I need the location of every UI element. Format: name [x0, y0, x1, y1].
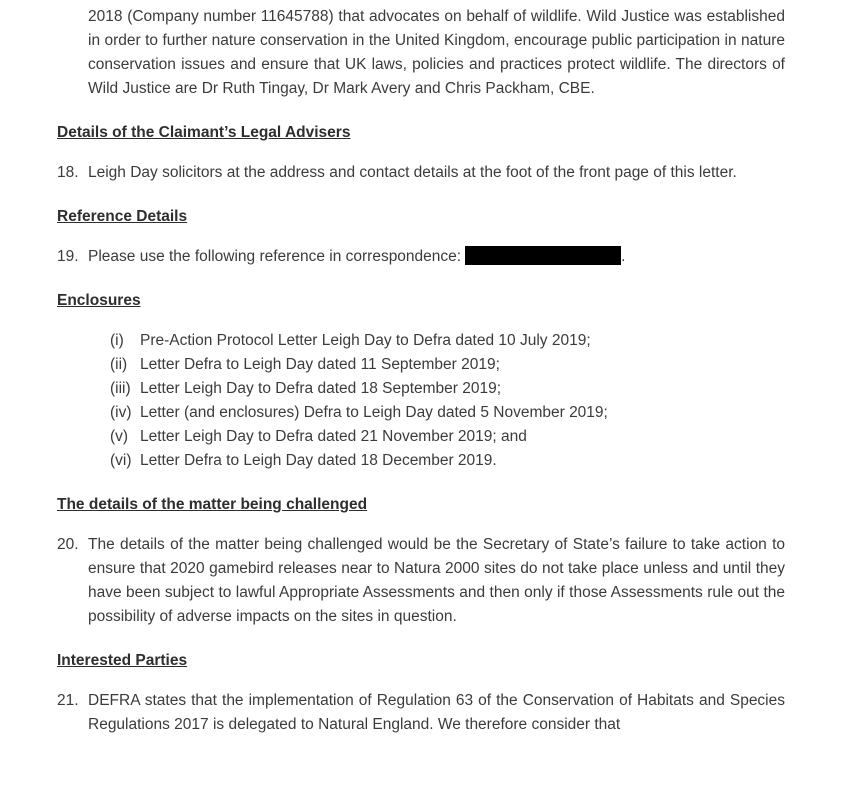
- roman-marker: (i): [110, 332, 124, 349]
- list-item-enclosure-5: [110, 425, 785, 449]
- enclosure-text: Pre-Action Protocol Letter Leigh Day to Defra dated 10 July 2019;: [140, 332, 591, 349]
- reference-text: Please use the following reference in correspondence:: [88, 248, 462, 265]
- item-number: 19.: [57, 248, 79, 265]
- roman-marker: (ii): [110, 356, 128, 373]
- item-text: DEFRA states that the implementation of Regulation 63 of the Conservation of Habitats and Species Regulations 2017 is delegated to Natural England. We therefore consider that: [88, 692, 785, 733]
- roman-marker: (v): [110, 428, 129, 445]
- enclosure-text: Letter Leigh Day to Defra dated 21 November 2019; and: [140, 428, 527, 445]
- section-heading-interested-parties: Interested Parties: [57, 652, 188, 669]
- section-heading-reference-details: Reference Details: [57, 208, 188, 225]
- list-item-enclosure-1: [110, 329, 785, 353]
- enclosure-text: Letter Defra to Leigh Day dated 18 December 2019.: [140, 452, 497, 469]
- list-item-enclosure-6: [110, 449, 785, 473]
- redaction-box: [465, 246, 621, 265]
- numbered-item-18: [57, 161, 785, 185]
- section-heading-legal-advisers: Details of the Claimant’s Legal Advisers: [57, 124, 351, 141]
- numbered-item-21: [57, 689, 785, 737]
- roman-marker: (iv): [110, 404, 132, 421]
- enclosure-list: [110, 329, 785, 473]
- item-text: [88, 245, 785, 269]
- enclosure-text: Letter Leigh Day to Defra dated 18 September 2019;: [140, 380, 502, 397]
- list-item-enclosure-4: [110, 401, 785, 425]
- list-item-enclosure-2: [110, 353, 785, 377]
- item-number: 18.: [57, 164, 79, 181]
- paragraph-wild-justice-description: 2018 (Company number 11645788) that advocates on behalf of wildlife. Wild Justice was established in order to further nature conservation in the United Kingdom, encourage public participation in nature conservation issues and ensure that UK laws, policies and practices protect wildlife. The directors of Wild Justice are Dr Ruth Tingay, Dr Mark Avery and Chris Packham, CBE.: [88, 8, 785, 97]
- roman-marker: (vi): [110, 452, 132, 469]
- list-item-enclosure-3: [110, 377, 785, 401]
- reference-text-period: .: [621, 248, 626, 265]
- item-text: Leigh Day solicitors at the address and contact details at the foot of the front page of this letter.: [88, 164, 737, 181]
- enclosure-text: Letter Defra to Leigh Day dated 11 September 2019;: [140, 356, 500, 373]
- item-number: 20.: [57, 536, 79, 553]
- numbered-item-19: [57, 245, 785, 269]
- numbered-item-20: [57, 533, 785, 629]
- section-heading-enclosures: Enclosures: [57, 292, 141, 309]
- item-number: 21.: [57, 692, 79, 709]
- item-text: The details of the matter being challenged would be the Secretary of State’s failure to take action to ensure that 2020 gamebird releases near to Natura 2000 sites do not take place unless and until they have been subject to lawful Appropriate Assessments and then only if those Assessments rule out the possibility of adverse impacts on the sites in question.: [88, 536, 785, 625]
- roman-marker: (iii): [110, 380, 131, 397]
- enclosure-text: Letter (and enclosures) Defra to Leigh Day dated 5 November 2019;: [140, 404, 608, 421]
- section-heading-matter-challenged: The details of the matter being challenged: [57, 496, 368, 513]
